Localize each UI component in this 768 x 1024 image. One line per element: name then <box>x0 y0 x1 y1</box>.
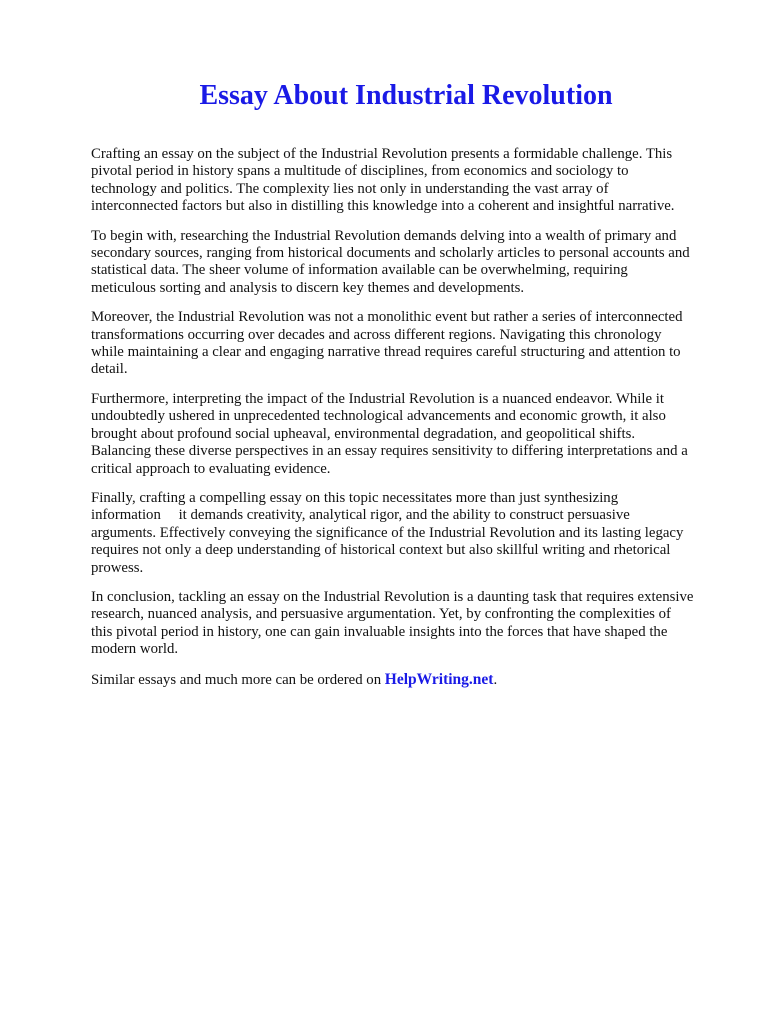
paragraph-line: critical approach to evaluating evidence. <box>91 460 331 477</box>
paragraph-line: undoubtedly ushered in unprecedented technological advancements and economic growth, it also <box>91 408 666 425</box>
paragraph-line: requires not only a deep understanding of historical context but also skillful writing and rhetorical <box>91 542 671 559</box>
paragraph-1 <box>91 146 731 216</box>
paragraph-line: meticulous sorting and analysis to discern key themes and developments. <box>91 279 525 296</box>
paragraph-line: brought about profound social upheaval, environmental degradation, and geopolitical shifts. <box>91 425 636 442</box>
paragraph-2 <box>91 228 731 298</box>
paragraph-line: detail. <box>91 361 128 378</box>
paragraph-line: In conclusion, tackling an essay on the Industrial Revolution is a daunting task that requires extensive <box>91 588 694 605</box>
essay-body <box>91 146 731 689</box>
paragraph-line: interconnected factors but also in distilling this knowledge into a coherent and insightful narrative. <box>91 198 675 215</box>
paragraph-line: statistical data. The sheer volume of information available can be overwhelming, requiring <box>91 262 628 279</box>
paragraph-line: this pivotal period in history, one can gain invaluable insights into the forces that have shaped the <box>91 623 668 640</box>
paragraph-line: pivotal period in history spans a multitude of disciplines, from economics and sociology to <box>91 163 629 180</box>
paragraph-line: To begin with, researching the Industrial Revolution demands delving into a wealth of primary and <box>91 227 677 244</box>
paragraph-line: Balancing these diverse perspectives in an essay requires sensitivity to differing interpretations and a <box>91 443 688 460</box>
paragraph-line: Moreover, the Industrial Revolution was not a monolithic event but rather a series of interconnected <box>91 309 683 326</box>
paragraph-3 <box>91 309 731 379</box>
paragraph-line: arguments. Effectively conveying the significance of the Industrial Revolution and its lasting legacy <box>91 524 684 541</box>
closing-prefix: Similar essays and much more can be ordered on <box>91 671 382 688</box>
paragraph-line: Furthermore, interpreting the impact of the Industrial Revolution is a nuanced endeavor. While it <box>91 390 664 407</box>
paragraph-6 <box>91 589 731 659</box>
paragraph-line <box>91 507 731 524</box>
paragraph-line: secondary sources, ranging from historical documents and scholarly articles to personal accounts and <box>91 245 690 262</box>
closing-suffix: . <box>493 671 498 688</box>
paragraph-line: modern world. <box>91 641 179 658</box>
page-title: Essay About Industrial Revolution <box>199 80 613 111</box>
paragraph-4 <box>91 391 731 478</box>
paragraph-line: Finally, crafting a compelling essay on this topic necessitates more than just synthesizing <box>91 489 619 506</box>
paragraph-line: research, nuanced analysis, and persuasive argumentation. Yet, by confronting the complexities of <box>91 606 671 623</box>
paragraph-line: transformations occurring over decades and across different regions. Navigating this chronology <box>91 326 662 343</box>
paragraph-line: while maintaining a clear and engaging narrative thread requires careful structuring and attention to <box>91 344 681 361</box>
paragraph-line-rest: it demands creativity, analytical rigor, and the ability to construct persuasive <box>178 507 630 524</box>
helpwriting-link[interactable]: HelpWriting.net <box>384 670 494 688</box>
paragraph-line-start: information <box>91 507 161 524</box>
paragraph-line: Crafting an essay on the subject of the Industrial Revolution presents a formidable challenge. This <box>91 146 673 162</box>
paragraph-line: prowess. <box>91 559 144 576</box>
closing-line <box>91 671 731 689</box>
paragraph-5 <box>91 490 731 577</box>
paragraph-line: technology and politics. The complexity lies not only in understanding the vast array of <box>91 180 609 197</box>
